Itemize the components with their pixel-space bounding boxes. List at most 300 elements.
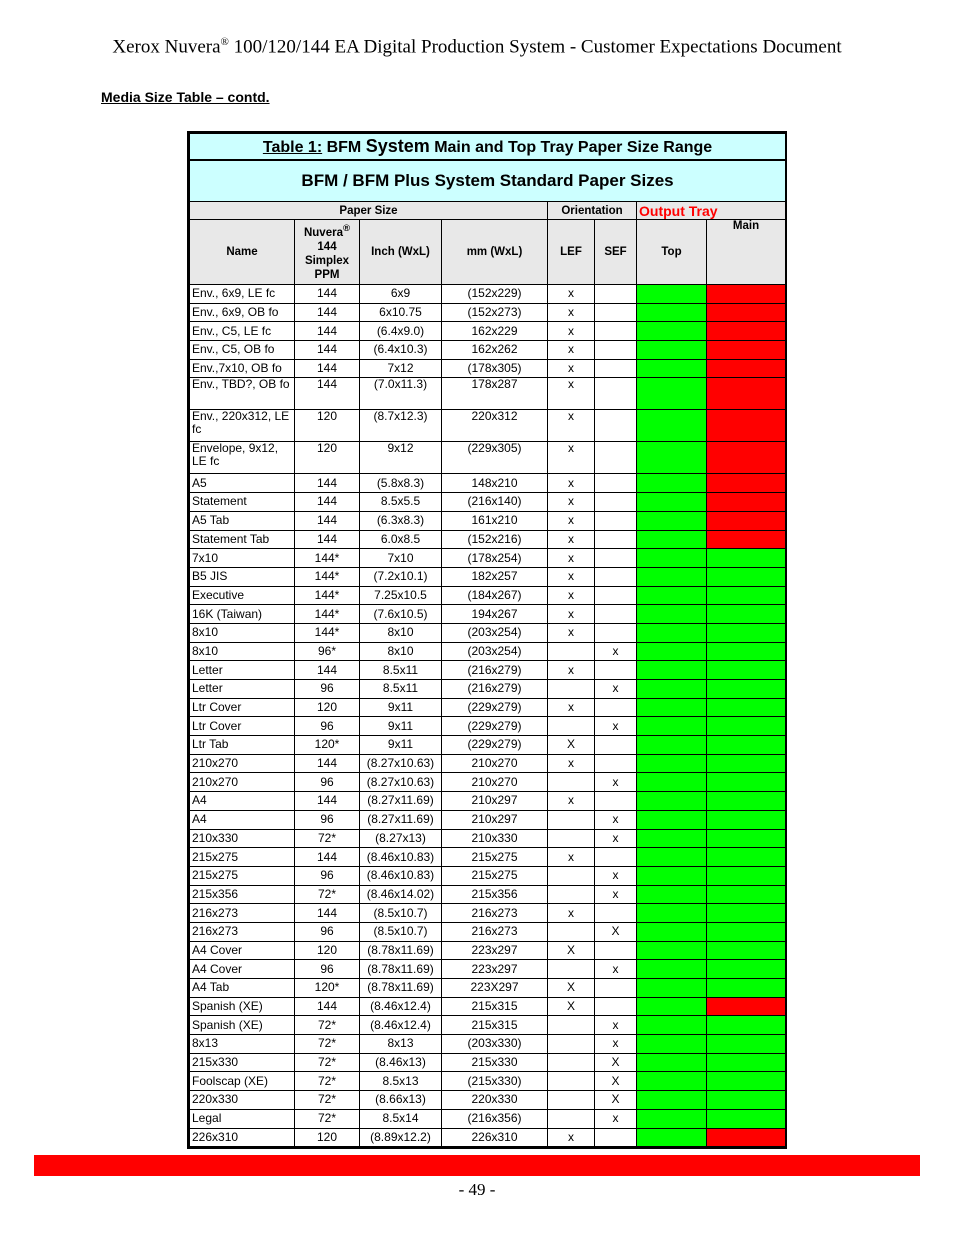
table-row	[190, 567, 786, 586]
cell-main-tray-status	[707, 904, 786, 923]
cell-inch: (8.46x13)	[360, 1053, 442, 1072]
cell-sef	[595, 736, 637, 755]
cell-top-tray-status	[637, 378, 707, 410]
caption-part-a: BFM	[322, 139, 366, 156]
cell-lef	[548, 1053, 595, 1072]
table-row	[190, 773, 786, 792]
cell-top-tray-status	[637, 1016, 707, 1035]
cell-lef: X	[548, 736, 595, 755]
cell-top-tray-status	[637, 680, 707, 699]
cell-inch: (8.78x11.69)	[360, 979, 442, 998]
cell-name: Foolscap (XE)	[190, 1072, 295, 1091]
cell-lef	[548, 1091, 595, 1110]
cell-mm: 215x275	[442, 848, 548, 867]
cell-inch: 6.0x8.5	[360, 530, 442, 549]
cell-mm: (203x254)	[442, 623, 548, 642]
table-row	[190, 736, 786, 755]
cell-name: Ltr Cover	[190, 698, 295, 717]
cell-ppm: 120*	[295, 736, 360, 755]
cell-ppm: 144	[295, 848, 360, 867]
cell-main-tray-status	[707, 1072, 786, 1091]
cell-ppm: 144*	[295, 586, 360, 605]
cell-mm: (184x267)	[442, 586, 548, 605]
cell-name: Legal	[190, 1109, 295, 1128]
cell-ppm: 96*	[295, 642, 360, 661]
cell-inch: (5.8x8.3)	[360, 474, 442, 493]
cell-ppm: 144	[295, 792, 360, 811]
cell-lef	[548, 1016, 595, 1035]
cell-inch: (8.46x14.02)	[360, 885, 442, 904]
cell-top-tray-status	[637, 322, 707, 341]
cell-name: 216x273	[190, 922, 295, 941]
cell-top-tray-status	[637, 1035, 707, 1054]
cell-top-tray-status	[637, 1109, 707, 1128]
cell-ppm: 144	[295, 474, 360, 493]
title-text-suffix: 100/120/144 EA Digital Production System - Customer Expectations Document	[228, 36, 842, 58]
cell-lef	[548, 642, 595, 661]
cell-sef: x	[595, 773, 637, 792]
cell-mm: 182x257	[442, 567, 548, 586]
cell-main-tray-status	[707, 960, 786, 979]
cell-lef: x	[548, 698, 595, 717]
table-row	[190, 322, 786, 341]
cell-top-tray-status	[637, 810, 707, 829]
cell-mm: 210x270	[442, 773, 548, 792]
cell-name: Env., 6x9, LE fc	[190, 285, 295, 304]
cell-top-tray-status	[637, 941, 707, 960]
cell-inch: 8.5x13	[360, 1072, 442, 1091]
column-header-sef: SEF	[595, 220, 637, 285]
cell-lef: x	[548, 792, 595, 811]
cell-main-tray-status	[707, 1128, 786, 1147]
cell-ppm: 144	[295, 285, 360, 304]
cell-main-tray-status	[707, 642, 786, 661]
cell-top-tray-status	[637, 904, 707, 923]
cell-name: Spanish (XE)	[190, 1016, 295, 1035]
cell-mm: 223X297	[442, 979, 548, 998]
cell-top-tray-status	[637, 341, 707, 360]
cell-top-tray-status	[637, 736, 707, 755]
cell-main-tray-status	[707, 442, 786, 474]
cell-name: Letter	[190, 661, 295, 680]
cell-main-tray-status	[707, 698, 786, 717]
table-row	[190, 1053, 786, 1072]
cell-lef	[548, 1072, 595, 1091]
cell-name: Statement Tab	[190, 530, 295, 549]
cell-main-tray-status	[707, 736, 786, 755]
cell-lef: x	[548, 303, 595, 322]
cell-sef	[595, 586, 637, 605]
cell-inch: 7x10	[360, 549, 442, 568]
cell-sef	[595, 442, 637, 474]
cell-sef	[595, 493, 637, 512]
cell-ppm: 72*	[295, 1053, 360, 1072]
cell-mm: 223x297	[442, 960, 548, 979]
cell-ppm: 120	[295, 442, 360, 474]
cell-sef	[595, 530, 637, 549]
cell-inch: 8.5x14	[360, 1109, 442, 1128]
cell-sef: x	[595, 1016, 637, 1035]
cell-name: Envelope, 9x12, LE fc	[190, 442, 295, 474]
table-row	[190, 979, 786, 998]
cell-inch: (8.78x11.69)	[360, 960, 442, 979]
cell-lef: x	[548, 410, 595, 442]
table-row	[190, 1072, 786, 1091]
cell-mm: 178x287	[442, 378, 548, 410]
cell-name: Ltr Cover	[190, 717, 295, 736]
cell-inch: 6x10.75	[360, 303, 442, 322]
cell-main-tray-status	[707, 1016, 786, 1035]
cell-lef: x	[548, 511, 595, 530]
table-row	[190, 866, 786, 885]
cell-sef	[595, 605, 637, 624]
cell-lef: x	[548, 567, 595, 586]
table-row	[190, 680, 786, 699]
cell-ppm: 144*	[295, 567, 360, 586]
cell-top-tray-status	[637, 754, 707, 773]
cell-mm: 161x210	[442, 511, 548, 530]
cell-ppm: 96	[295, 773, 360, 792]
cell-mm: 210x297	[442, 810, 548, 829]
table-row	[190, 661, 786, 680]
table-row	[190, 511, 786, 530]
table-row	[190, 848, 786, 867]
cell-main-tray-status	[707, 322, 786, 341]
table-row	[190, 285, 786, 304]
cell-mm: (178x254)	[442, 549, 548, 568]
cell-mm: (229x305)	[442, 442, 548, 474]
cell-top-tray-status	[637, 493, 707, 512]
cell-lef: x	[548, 904, 595, 923]
cell-name: Ltr Tab	[190, 736, 295, 755]
table-row	[190, 810, 786, 829]
cell-sef	[595, 792, 637, 811]
cell-lef	[548, 922, 595, 941]
cell-lef: x	[548, 549, 595, 568]
cell-mm: 215x275	[442, 866, 548, 885]
cell-main-tray-status	[707, 359, 786, 378]
cell-inch: 8.5x11	[360, 680, 442, 699]
cell-lef	[548, 680, 595, 699]
table-row	[190, 303, 786, 322]
cell-mm: 215x330	[442, 1053, 548, 1072]
cell-inch: (8.27x10.63)	[360, 773, 442, 792]
cell-top-tray-status	[637, 442, 707, 474]
section-heading: Media Size Table – contd.	[101, 89, 270, 105]
ppm-line2: 144	[317, 240, 337, 253]
cell-lef: x	[548, 661, 595, 680]
cell-main-tray-status	[707, 997, 786, 1016]
cell-main-tray-status	[707, 1035, 786, 1054]
table-subtitle: BFM / BFM Plus System Standard Paper Sizes	[190, 160, 786, 202]
cell-lef: x	[548, 341, 595, 360]
cell-name: Env., TBD?, OB fo	[190, 378, 295, 410]
cell-main-tray-status	[707, 979, 786, 998]
cell-sef	[595, 661, 637, 680]
cell-inch: (8.27x13)	[360, 829, 442, 848]
cell-mm: (215x330)	[442, 1072, 548, 1091]
cell-mm: 223x297	[442, 941, 548, 960]
cell-mm: 216x273	[442, 922, 548, 941]
cell-top-tray-status	[637, 1053, 707, 1072]
cell-main-tray-status	[707, 285, 786, 304]
cell-ppm: 144	[295, 661, 360, 680]
cell-main-tray-status	[707, 623, 786, 642]
cell-ppm: 144	[295, 997, 360, 1016]
cell-top-tray-status	[637, 1128, 707, 1147]
cell-ppm: 120	[295, 941, 360, 960]
ppm-registered-mark: ®	[342, 223, 351, 235]
group-header-orientation: Orientation	[548, 202, 637, 220]
table-caption	[190, 134, 786, 161]
table-row	[190, 698, 786, 717]
cell-name: A5 Tab	[190, 511, 295, 530]
cell-top-tray-status	[637, 922, 707, 941]
cell-top-tray-status	[637, 623, 707, 642]
cell-inch: 9x11	[360, 736, 442, 755]
cell-ppm: 96	[295, 680, 360, 699]
cell-name: A4 Cover	[190, 960, 295, 979]
cell-mm: 216x273	[442, 904, 548, 923]
cell-mm: (216x140)	[442, 493, 548, 512]
cell-top-tray-status	[637, 642, 707, 661]
table-row	[190, 1109, 786, 1128]
cell-lef	[548, 810, 595, 829]
cell-ppm: 120	[295, 698, 360, 717]
cell-ppm: 144	[295, 530, 360, 549]
table-row	[190, 474, 786, 493]
cell-mm: 162x229	[442, 322, 548, 341]
cell-ppm: 144	[295, 341, 360, 360]
cell-top-tray-status	[637, 530, 707, 549]
cell-lef: x	[548, 605, 595, 624]
cell-name: 215x330	[190, 1053, 295, 1072]
cell-lef: x	[548, 754, 595, 773]
cell-lef: x	[548, 493, 595, 512]
cell-lef: x	[548, 474, 595, 493]
cell-top-tray-status	[637, 567, 707, 586]
cell-top-tray-status	[637, 1072, 707, 1091]
cell-sef	[595, 341, 637, 360]
cell-top-tray-status	[637, 848, 707, 867]
cell-inch: (7.2x10.1)	[360, 567, 442, 586]
cell-inch: (8.5x10.7)	[360, 922, 442, 941]
page-number: - 49 -	[458, 1180, 496, 1199]
cell-ppm: 72*	[295, 1035, 360, 1054]
table-row	[190, 1016, 786, 1035]
cell-inch: (8.46x12.4)	[360, 1016, 442, 1035]
cell-sef: x	[595, 810, 637, 829]
cell-lef: x	[548, 285, 595, 304]
document-title	[0, 36, 954, 58]
cell-sef: X	[595, 1072, 637, 1091]
cell-lef	[548, 829, 595, 848]
cell-mm: (178x305)	[442, 359, 548, 378]
cell-ppm: 144	[295, 378, 360, 410]
cell-lef	[548, 773, 595, 792]
cell-name: A4 Tab	[190, 979, 295, 998]
table-row	[190, 642, 786, 661]
cell-lef: x	[548, 442, 595, 474]
cell-main-tray-status	[707, 303, 786, 322]
cell-main-tray-status	[707, 567, 786, 586]
cell-inch: (8.89x12.2)	[360, 1128, 442, 1147]
cell-main-tray-status	[707, 474, 786, 493]
cell-sef: x	[595, 885, 637, 904]
cell-lef: X	[548, 979, 595, 998]
cell-name: A5	[190, 474, 295, 493]
column-header-mm: mm (WxL)	[442, 220, 548, 285]
cell-main-tray-status	[707, 661, 786, 680]
cell-name: A4	[190, 792, 295, 811]
table-row	[190, 586, 786, 605]
cell-ppm: 144	[295, 904, 360, 923]
cell-top-tray-status	[637, 474, 707, 493]
cell-ppm: 96	[295, 960, 360, 979]
cell-sef	[595, 511, 637, 530]
output-tray-label: Output Tray	[639, 202, 718, 219]
cell-ppm: 72*	[295, 1109, 360, 1128]
cell-top-tray-status	[637, 866, 707, 885]
cell-mm: (216x279)	[442, 680, 548, 699]
column-header-main: Main	[707, 220, 786, 285]
cell-mm: 210x297	[442, 792, 548, 811]
table-row	[190, 717, 786, 736]
cell-inch: (6.3x8.3)	[360, 511, 442, 530]
cell-ppm: 144*	[295, 605, 360, 624]
cell-lef: x	[548, 848, 595, 867]
table-row	[190, 1035, 786, 1054]
cell-ppm: 72*	[295, 829, 360, 848]
cell-ppm: 72*	[295, 1072, 360, 1091]
cell-lef	[548, 1035, 595, 1054]
cell-lef	[548, 885, 595, 904]
cell-main-tray-status	[707, 829, 786, 848]
table-row	[190, 960, 786, 979]
table-row	[190, 1128, 786, 1147]
cell-name: 16K (Taiwan)	[190, 605, 295, 624]
title-text: Xerox Nuvera	[112, 36, 221, 58]
cell-main-tray-status	[707, 341, 786, 360]
cell-inch: 8.5x11	[360, 661, 442, 680]
cell-name: Statement	[190, 493, 295, 512]
cell-mm: (203x254)	[442, 642, 548, 661]
cell-name: 210x270	[190, 754, 295, 773]
cell-inch: (7.0x11.3)	[360, 378, 442, 410]
cell-sef	[595, 623, 637, 642]
cell-ppm: 120	[295, 410, 360, 442]
cell-sef	[595, 698, 637, 717]
table-row	[190, 442, 786, 474]
cell-name: 215x275	[190, 848, 295, 867]
table-row	[190, 605, 786, 624]
cell-inch: (8.46x10.83)	[360, 848, 442, 867]
cell-lef	[548, 866, 595, 885]
cell-inch: 8x10	[360, 623, 442, 642]
table-row	[190, 997, 786, 1016]
cell-ppm: 96	[295, 866, 360, 885]
cell-mm: (152x216)	[442, 530, 548, 549]
cell-top-tray-status	[637, 979, 707, 998]
cell-main-tray-status	[707, 1053, 786, 1072]
cell-lef: X	[548, 941, 595, 960]
cell-ppm: 144	[295, 754, 360, 773]
cell-top-tray-status	[637, 960, 707, 979]
cell-lef: x	[548, 530, 595, 549]
cell-name: Letter	[190, 680, 295, 699]
cell-sef	[595, 754, 637, 773]
cell-main-tray-status	[707, 493, 786, 512]
column-header-lef: LEF	[548, 220, 595, 285]
table-row	[190, 359, 786, 378]
cell-sef: X	[595, 922, 637, 941]
cell-sef: X	[595, 1091, 637, 1110]
table-row	[190, 549, 786, 568]
cell-sef	[595, 378, 637, 410]
column-header-top: Top	[637, 220, 707, 285]
cell-top-tray-status	[637, 586, 707, 605]
cell-inch: 8x13	[360, 1035, 442, 1054]
cell-ppm: 144	[295, 322, 360, 341]
table-row	[190, 410, 786, 442]
cell-inch: 9x11	[360, 698, 442, 717]
cell-lef: x	[548, 378, 595, 410]
cell-sef: x	[595, 1109, 637, 1128]
cell-top-tray-status	[637, 285, 707, 304]
table-row	[190, 530, 786, 549]
cell-name: 8x10	[190, 623, 295, 642]
cell-sef	[595, 848, 637, 867]
cell-main-tray-status	[707, 717, 786, 736]
cell-main-tray-status	[707, 941, 786, 960]
cell-ppm: 144	[295, 493, 360, 512]
cell-main-tray-status	[707, 1091, 786, 1110]
cell-inch: (6.4x9.0)	[360, 322, 442, 341]
cell-top-tray-status	[637, 717, 707, 736]
cell-main-tray-status	[707, 530, 786, 549]
cell-name: Executive	[190, 586, 295, 605]
cell-inch: (8.27x11.69)	[360, 810, 442, 829]
cell-mm: 215x356	[442, 885, 548, 904]
cell-mm: 210x270	[442, 754, 548, 773]
table-row	[190, 623, 786, 642]
cell-sef	[595, 941, 637, 960]
cell-mm: 226x310	[442, 1128, 548, 1147]
table-row	[190, 829, 786, 848]
cell-sef: x	[595, 1035, 637, 1054]
cell-main-tray-status	[707, 792, 786, 811]
cell-inch: 6x9	[360, 285, 442, 304]
cell-inch: (8.46x10.83)	[360, 866, 442, 885]
cell-mm: 162x262	[442, 341, 548, 360]
cell-top-tray-status	[637, 549, 707, 568]
ppm-line4: PPM	[314, 268, 340, 281]
cell-ppm: 96	[295, 810, 360, 829]
cell-top-tray-status	[637, 605, 707, 624]
cell-sef	[595, 549, 637, 568]
cell-inch: (6.4x10.3)	[360, 341, 442, 360]
cell-lef: x	[548, 322, 595, 341]
cell-main-tray-status	[707, 680, 786, 699]
ppm-line3: Simplex	[304, 254, 350, 267]
cell-name: Env., 6x9, OB fo	[190, 303, 295, 322]
cell-lef: x	[548, 623, 595, 642]
cell-mm: 194x267	[442, 605, 548, 624]
media-size-table	[189, 133, 786, 1147]
cell-inch: (8.46x12.4)	[360, 997, 442, 1016]
cell-mm: 210x330	[442, 829, 548, 848]
cell-main-tray-status	[707, 773, 786, 792]
